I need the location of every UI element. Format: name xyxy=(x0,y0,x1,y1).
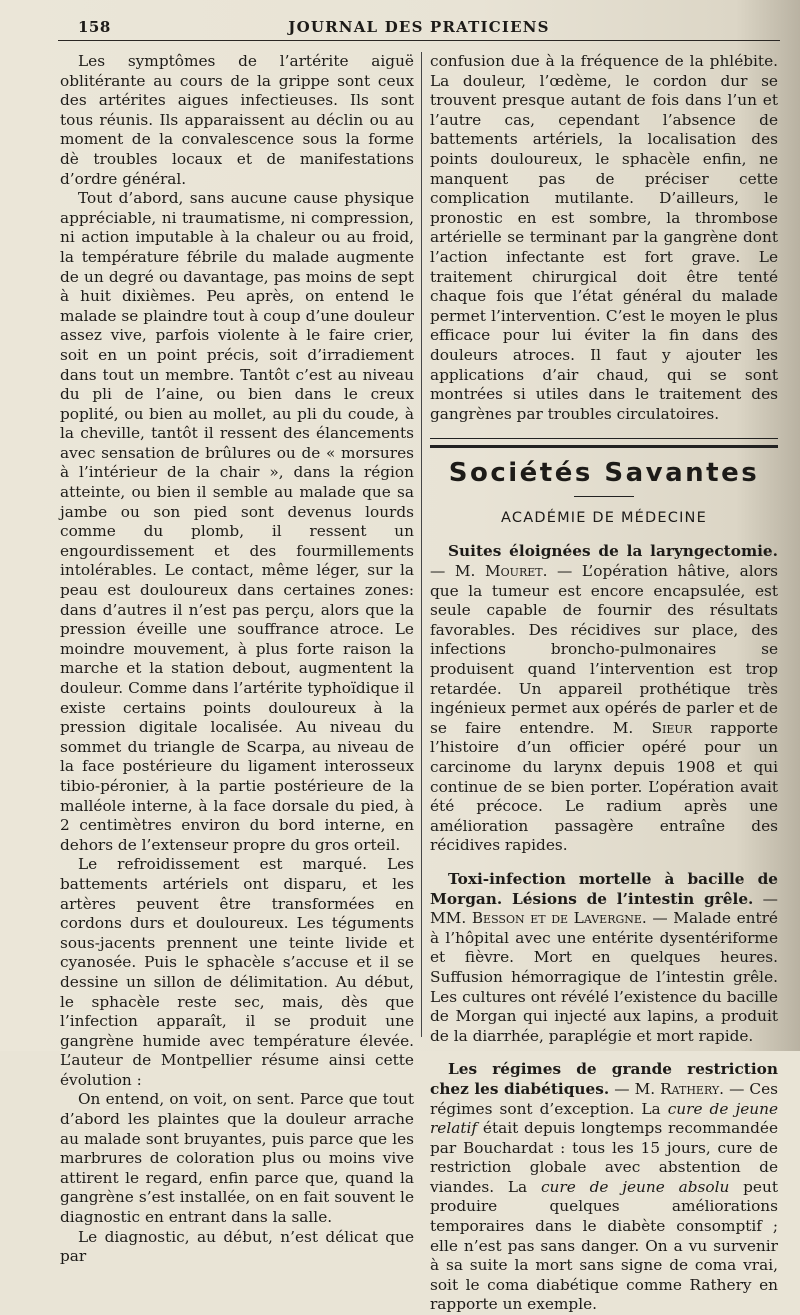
article-author: Rathery xyxy=(660,1079,720,1098)
article-body: rapporte l’histoire d’un officier opéré pour un carcinome du larynx depuis 1908 et qui continue de se bien porter. L’opération avait été précoce. Le radium après une amélioration passagère entraîne des récidives rapides. xyxy=(430,718,779,855)
article-body: était depuis longtemps recommandée par Bouchardat : tous les 15 jours, cure de restriction globale avec abstention de viandes. La xyxy=(430,1119,778,1196)
running-header xyxy=(58,14,780,41)
article-dash: — MM. xyxy=(430,889,778,928)
article-paragraph xyxy=(430,542,778,856)
article-paragraph xyxy=(430,870,778,1046)
article-heading: Suites éloignées de la laryngectomie. xyxy=(448,542,778,561)
article-diabetiques xyxy=(430,1060,778,1315)
paragraph: Le refroidissement est marqué. Les battements artériels ont disparu, et les artères peuvent être transformées en cordons durs et douloureux. Les téguments sous-jacents prennent une teinte livide et cyanosée. Puis le sphacèle s’accuse et il se dessine un sillon de délimitation. Au début, le sphacèle reste sec, mais, dès que l’infection apparaît, il se produit une gangrène humide avec température élevée. L’auteur de Montpellier résume ainsi cette évolution : xyxy=(60,855,414,1089)
article-dash: — M. xyxy=(609,1079,661,1098)
article-paragraph xyxy=(430,1060,778,1315)
paragraph: Tout d’abord, sans aucune cause physique appréciable, ni traumatisme, ni compression, ni action imputable à la chaleur ou au froid, la température fébrile du malade augmente de un degré ou davantage, pas moins de sept à huit dixièmes. Peu après, on entend le malade se plaindre tout à coup d’une douleur assez vive, parfois violente à le faire crier, soit en un point précis, soit d’irradiement dans tout un membre. Tantôt c’est au niveau du pli de l’aine, ou bien dans le creux poplité, ou bien au mollet, au pli du coude, à la cheville, tantôt il ressent des élancements avec sensation de brûlures ou de « morsures à l’intérieur de la chair », dans la région atteinte, ou bien il semble au malade que sa jambe ou son pied sont devenus lourds comme du plomb, il ressent un engourdissement et des fourmillements intolérables. Le contact, même léger, sur la peau est douloureux dans certaines zones: dans d’autres il n’est pas perçu, alors que la pression éveille une souffrance atroce. Le moindre mouvement, à plus forte raison la marche et la station debout, augmentent la douleur. Comme dans l’artérite typhoïdique il existe certains points douloureux à la pression digitale localisée. Au niveau du sommet du triangle de Scarpa, au niveau de la face postérieure du ligament interosseux tibio-péronier, à la partie postérieure de la malléole interne, à la face dorsale du pied, à 2 centimètres environ du bord interne, en dehors de l’extenseur propre du gros orteil. xyxy=(60,189,414,854)
section-title: Sociétés Savantes xyxy=(448,458,760,489)
article-laryngectomie xyxy=(430,542,778,856)
article-heading: Toxi-infection mortelle à bacille de Morgan. Lésions de l’intestin grêle. xyxy=(430,869,778,908)
article-author: M. Mouret xyxy=(454,562,543,581)
section-subtitle: ACADÉMIE DE MÉDECINE xyxy=(501,509,707,526)
right-column xyxy=(430,52,778,1315)
title-underline xyxy=(574,496,634,497)
article-dash: — xyxy=(430,562,455,581)
article-author: M. Sieur xyxy=(612,718,692,737)
article-body: . — L’opération hâtive, alors que la tumeur est encore encapsulée, est seule capable de fournir des résultats favorables. Des récidives sur place, des infections broncho-pulmonaires se produisent quand l’intervention est trop retardée. Un appareil prothétique très ingénieux permet aux opérés de parler et de se faire entendre. xyxy=(430,562,778,737)
paragraph: confusion due à la fréquence de la phlébite. La douleur, l’œdème, le cordon dur se trouvent presque autant de fois dans l’un et l’autre cas, cependant l’absence de battements artériels, la localisation des points douloureux, le sphacèle enfin, ne manquent pas de préciser cette complication mutilante. D’ailleurs, le pronostic en est sombre, la thrombose artérielle se terminant par la gangrène dont l’action infectante est fort grave. Le traitement chirurgical doit être tenté chaque fois que l’état général du malade permet l’intervention. C’est le moyen le plus efficace pour lui éviter la fin dans des douleurs atroces. Il faut y ajouter les applications d’air chaud, qui se sont montrées si utiles dans le traitement des gangrènes par troubles circulatoires. xyxy=(430,52,778,423)
paragraph: On entend, on voit, on sent. Parce que tout d’abord les plaintes que la douleur arrache au malade sont bruyantes, puis parce que les marbrures de coloration plus ou moins vive attirent le regard, enfin parce que, quand la gangrène s’est installée, on en fait souvent le diagnostic en entrant dans la salle. xyxy=(60,1090,414,1227)
left-column xyxy=(60,52,414,1267)
article-morgan xyxy=(430,870,778,1046)
article-heading: Les régimes de grande restriction chez les diabétiques. xyxy=(430,1060,778,1098)
page-number: 158 xyxy=(78,18,111,36)
article-body: . — Malade entré à l’hôpital avec une entérite dysentériforme et fièvre. Mort en quelques heures. Suffusion hémorragique de l’intestin grêle. Les cultures ont révélé l’existence du bacille de Morgan qui injecté aux lapins, a produit de la diarrhée, paraplégie et mort rapide. xyxy=(430,909,778,1045)
paragraph: Le diagnostic, au début, n’est délicat que par xyxy=(60,1227,414,1266)
article-italic: cure de jeune absolu xyxy=(540,1177,730,1196)
article-author: Besson et de Lavergne xyxy=(471,909,642,928)
article-italic: cure de jeune relatif xyxy=(430,1099,779,1138)
journal-title: JOURNAL DES PRATICIENS xyxy=(288,18,550,36)
article-body: . — Ces régimes sont d’exception. La xyxy=(430,1079,778,1118)
paragraph: Les symptômes de l’artérite aiguë oblitérante au cours de la grippe sont ceux des artérites aigues infectieuses. Ils sont tous réunis. Ils apparaissent au déclin ou au moment de la convalescence sous la forme dè troubles locaux et de manifestations d’ordre général. xyxy=(60,52,414,188)
continued-article xyxy=(430,52,778,424)
column-divider xyxy=(421,52,422,1037)
article-body: peut produire quelques améliorations temporaires dans le diabète consomptif ; elle n’est pas sans danger. On a vu survenir à sa suite la mort sans signe de coma vrai, soit le coma diabétique comme Rathery en rapporte un exemple. xyxy=(430,1177,778,1314)
section-rule xyxy=(430,438,778,448)
